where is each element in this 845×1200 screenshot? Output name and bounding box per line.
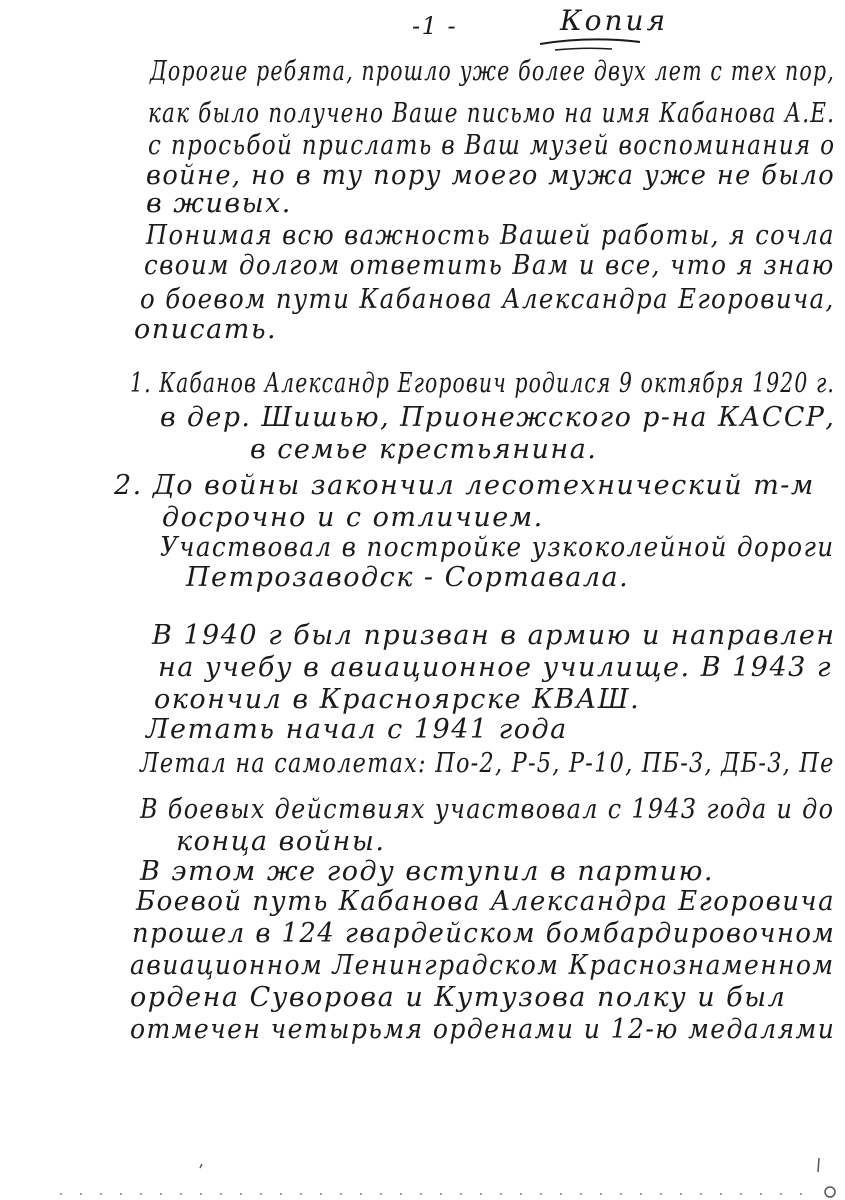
letter-line-14: досрочно и с отличием. — [162, 502, 544, 533]
letter-line-10: 1. Кабанов Александр Егорович родился 9 октября 1920 г. — [130, 368, 836, 399]
letter-line-3: с просьбой прислать в Ваш музей воспоминания о — [148, 130, 836, 161]
letter-line-8: о боевом пути Кабанова Александра Егоровича, — [140, 284, 835, 315]
letter-line-1: Дорогие ребята, прошло уже более двух лет с тех пор, — [150, 56, 835, 87]
letter-line-15: Участвовал в постройке узкоколейной дороги — [160, 532, 835, 563]
letter-line-28: ордена Суворова и Кутузова полку и был — [130, 982, 787, 1013]
letter-line-21: Летал на самолетах: По-2, Р-5, Р-10, ПБ-3, ДБ-3, Пе — [140, 748, 835, 779]
letter-line-4: войне, но в ту пору моего мужа уже не было — [146, 160, 836, 191]
letter-line-29: отмечен четырьмя орденами и 12-ю медалями — [130, 1014, 836, 1045]
letter-line-18: на учебу в авиационное училище. В 1943 г — [158, 652, 833, 683]
letter-line-5: в живых. — [146, 188, 292, 219]
letter-line-22: В боевых действиях участвовал с 1943 года и до — [140, 794, 835, 825]
letter-line-9: описать. — [134, 314, 278, 345]
letter-line-27: авиационном Ленинградском Краснознаменном — [130, 950, 835, 981]
page-number: -1 - — [412, 12, 458, 40]
letter-line-12: в семье крестьянина. — [250, 434, 598, 465]
letter-line-2: как было получено Ваше письмо на имя Кабанова А.Е. — [148, 98, 836, 129]
letter-line-23: конца войны. — [176, 826, 386, 857]
letter-line-25: Боевой путь Кабанова Александра Егоровича — [136, 886, 836, 917]
letter-line-20: Летать начал с 1941 года — [146, 714, 568, 745]
letter-line-26: прошел в 124 гвардейском бомбардировочном — [132, 918, 836, 949]
letter-line-13: 2. До войны закончил лесотехнический т-м — [114, 470, 815, 501]
copy-header: Копия — [560, 4, 669, 37]
letter-line-7: своим долгом ответить Вам и все, что я знаю — [144, 250, 835, 281]
letter-line-24: В этом же году вступил в партию. — [140, 856, 714, 887]
letter-line-17: В 1940 г был призван в армию и направлен — [152, 620, 836, 651]
letter-line-19: окончил в Красноярске КВАШ. — [154, 684, 641, 715]
letter-line-16: Петрозаводск - Сортавала. — [186, 562, 630, 593]
letter-line-6: Понимая всю важность Вашей работы, я сочла — [146, 220, 835, 251]
letter-line-11: в дер. Шишью, Прионежского р-на КАССР, — [160, 402, 836, 433]
